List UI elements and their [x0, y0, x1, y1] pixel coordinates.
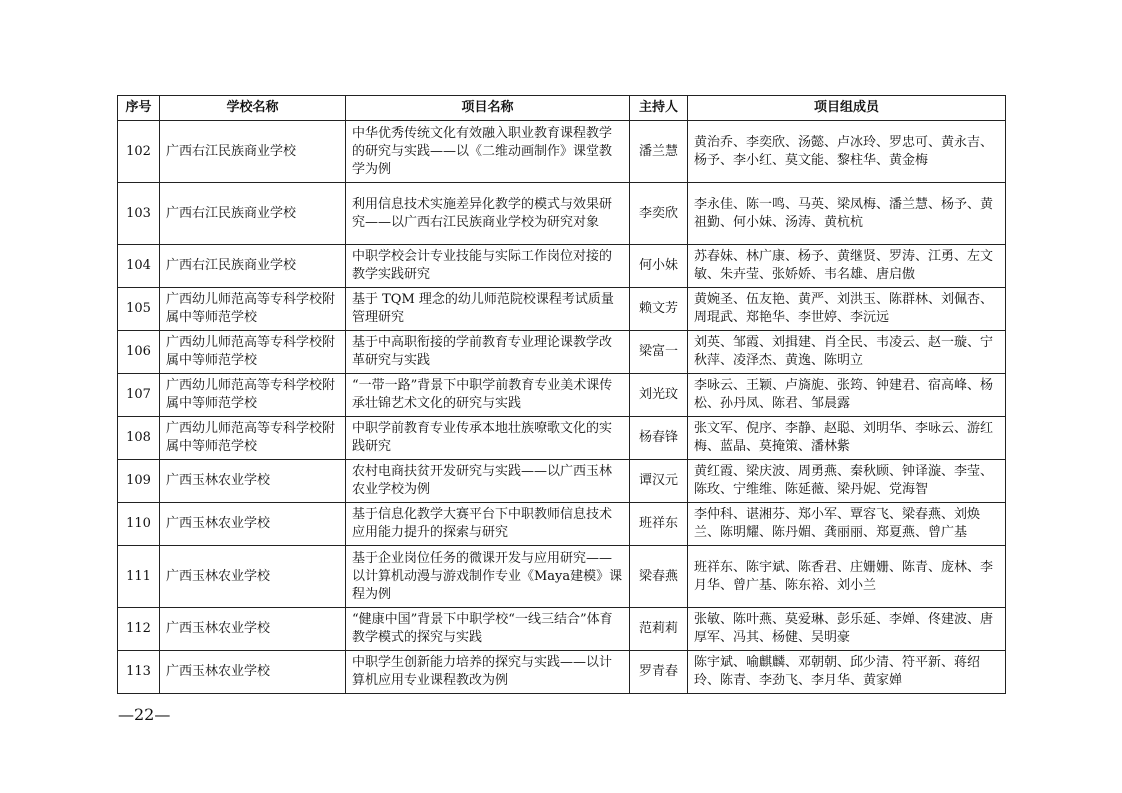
page-number: —22— — [118, 705, 171, 724]
row-pi: 杨春锋 — [630, 417, 688, 460]
table-row — [118, 121, 1006, 183]
row-project: 中华优秀传统文化有效融入职业教育课程教学的研究与实践——以《二维动画制作》课堂教学为例 — [346, 121, 630, 183]
row-no: 106 — [118, 331, 160, 374]
row-members: 张文军、倪序、李静、赵聪、刘明华、李咏云、游红梅、蓝晶、莫掩策、潘林紫 — [688, 417, 1006, 460]
row-school: 广西右江民族商业学校 — [160, 183, 346, 245]
row-pi: 梁富一 — [630, 331, 688, 374]
row-members: 陈宇斌、喻麒麟、邓朝朝、邱少清、符平新、蒋绍玲、陈青、李劲飞、李月华、黄家婵 — [688, 651, 1006, 694]
table-row — [118, 374, 1006, 417]
row-no: 107 — [118, 374, 160, 417]
header-members: 项目组成员 — [688, 96, 1006, 121]
table-header-row — [118, 96, 1006, 121]
row-members: 张敏、陈叶燕、莫爱琳、彭乐延、李婵、佟建波、唐厚军、冯其、杨健、吴明豪 — [688, 608, 1006, 651]
row-project: 利用信息技术实施差异化教学的模式与效果研究——以广西右江民族商业学校为研究对象 — [346, 183, 630, 245]
row-members: 黄治乔、李奕欣、汤懿、卢冰玲、罗忠可、黄永吉、杨予、李小红、莫文能、黎柱华、黄金梅 — [688, 121, 1006, 183]
project-table — [117, 95, 1006, 694]
table-row — [118, 608, 1006, 651]
row-school: 广西玉林农业学校 — [160, 608, 346, 651]
row-members: 刘英、邹霞、刘揖建、肖全民、韦凌云、赵一璇、宁秋萍、凌泽杰、黄逸、陈明立 — [688, 331, 1006, 374]
row-no: 104 — [118, 245, 160, 288]
row-project: “一带一路”背景下中职学前教育专业美术课传承壮锦艺术文化的研究与实践 — [346, 374, 630, 417]
table-row — [118, 331, 1006, 374]
table-row — [118, 503, 1006, 546]
row-pi: 梁春燕 — [630, 546, 688, 608]
row-no: 113 — [118, 651, 160, 694]
row-members: 班祥东、陈宇斌、陈香君、庄姗姗、陈青、庞林、李月华、曾广基、陈东裕、刘小兰 — [688, 546, 1006, 608]
header-pi: 主持人 — [630, 96, 688, 121]
row-project: 中职学生创新能力培养的探究与实践——以计算机应用专业课程教改为例 — [346, 651, 630, 694]
row-project: 中职学校会计专业技能与实际工作岗位对接的教学实践研究 — [346, 245, 630, 288]
row-no: 112 — [118, 608, 160, 651]
row-school: 广西玉林农业学校 — [160, 503, 346, 546]
row-school: 广西玉林农业学校 — [160, 546, 346, 608]
row-project: 基于 TQM 理念的幼儿师范院校课程考试质量管理研究 — [346, 288, 630, 331]
row-pi: 刘光玟 — [630, 374, 688, 417]
row-no: 111 — [118, 546, 160, 608]
row-pi: 罗青春 — [630, 651, 688, 694]
row-members: 李仲科、谌湘芬、郑小军、覃容飞、梁春燕、刘焕兰、陈明耀、陈丹媚、龚丽丽、郑夏燕、曾广基 — [688, 503, 1006, 546]
header-no: 序号 — [118, 96, 160, 121]
row-members: 黄红霞、梁庆波、周勇燕、秦秋顾、钟译漩、李莹、陈玫、宁维维、陈延薇、梁丹妮、党海智 — [688, 460, 1006, 503]
row-no: 109 — [118, 460, 160, 503]
row-no: 108 — [118, 417, 160, 460]
row-school: 广西右江民族商业学校 — [160, 245, 346, 288]
row-pi: 潘兰慧 — [630, 121, 688, 183]
row-school: 广西右江民族商业学校 — [160, 121, 346, 183]
row-no: 105 — [118, 288, 160, 331]
row-members: 黄婉圣、伍友艳、黄严、刘洪玉、陈群林、刘佩杏、周琨武、郑艳华、李世婷、李沅远 — [688, 288, 1006, 331]
row-project: “健康中国”背景下中职学校“一线三结合”体育教学模式的探究与实践 — [346, 608, 630, 651]
row-project: 基于企业岗位任务的微课开发与应用研究——以计算机动漫与游戏制作专业《Maya建模》课程为例 — [346, 546, 630, 608]
row-project: 农村电商扶贫开发研究与实践——以广西玉林农业学校为例 — [346, 460, 630, 503]
row-pi: 赖文芳 — [630, 288, 688, 331]
table-row — [118, 183, 1006, 245]
row-members: 苏春妹、林广康、杨予、黄继贤、罗涛、江勇、左文敏、朱卉莹、张娇娇、韦名雄、唐启傲 — [688, 245, 1006, 288]
row-school: 广西玉林农业学校 — [160, 460, 346, 503]
row-pi: 班祥东 — [630, 503, 688, 546]
header-school: 学校名称 — [160, 96, 346, 121]
header-project: 项目名称 — [346, 96, 630, 121]
row-no: 103 — [118, 183, 160, 245]
row-school: 广西幼儿师范高等专科学校附属中等师范学校 — [160, 374, 346, 417]
row-pi: 范莉莉 — [630, 608, 688, 651]
row-no: 110 — [118, 503, 160, 546]
table-row — [118, 460, 1006, 503]
row-school: 广西玉林农业学校 — [160, 651, 346, 694]
row-school: 广西幼儿师范高等专科学校附属中等师范学校 — [160, 288, 346, 331]
table-row — [118, 546, 1006, 608]
row-project: 中职学前教育专业传承本地壮族嘹歌文化的实践研究 — [346, 417, 630, 460]
table-row — [118, 651, 1006, 694]
row-school: 广西幼儿师范高等专科学校附属中等师范学校 — [160, 331, 346, 374]
row-no: 102 — [118, 121, 160, 183]
row-project: 基于信息化教学大赛平台下中职教师信息技术应用能力提升的探索与研究 — [346, 503, 630, 546]
row-project: 基于中高职衔接的学前教育专业理论课教学改革研究与实践 — [346, 331, 630, 374]
row-pi: 何小妹 — [630, 245, 688, 288]
row-members: 李咏云、王颖、卢旖旎、张筠、钟建君、宿高峰、杨松、孙丹凤、陈君、邹晨露 — [688, 374, 1006, 417]
row-school: 广西幼儿师范高等专科学校附属中等师范学校 — [160, 417, 346, 460]
row-members: 李永佳、陈一鸣、马英、梁凤梅、潘兰慧、杨予、黄祖勤、何小妹、汤涛、黄杭杭 — [688, 183, 1006, 245]
row-pi: 谭汉元 — [630, 460, 688, 503]
table-row — [118, 417, 1006, 460]
table-row — [118, 245, 1006, 288]
table-row — [118, 288, 1006, 331]
row-pi: 李奕欣 — [630, 183, 688, 245]
